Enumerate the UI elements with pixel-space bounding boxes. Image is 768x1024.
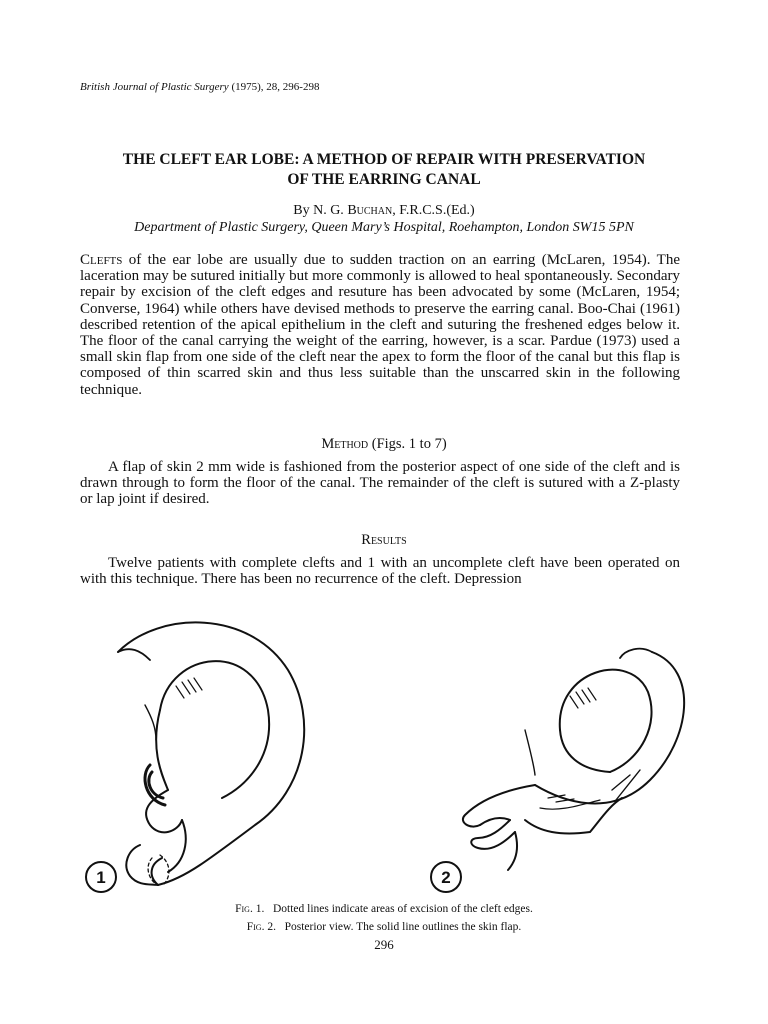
caption-1-text: Dotted lines indicate areas of excision of the cleft edges. <box>272 903 533 915</box>
author-degrees: , F.R.C.S.(Ed.) <box>392 203 475 218</box>
method-heading-text: Method <box>321 436 369 452</box>
author-surname: Buchan <box>347 203 393 218</box>
page-number: 296 <box>374 937 394 952</box>
figure-2-caption <box>0 921 768 933</box>
caption-1-label: Fig. 1. <box>235 903 265 915</box>
caption-2-text: Posterior view. The solid line outlines the skin flap. <box>284 921 522 933</box>
figure-1-caption <box>0 903 768 915</box>
title-line-1: THE CLEFT EAR LOBE: A METHOD OF REPAIR WITH PRESERVATION <box>122 151 646 168</box>
title-line-2: OF THE EARRING CANAL <box>287 171 481 188</box>
author-line <box>0 203 768 219</box>
method-heading <box>0 436 768 453</box>
caption-2-label: Fig. 2. <box>246 921 276 933</box>
figure-illustrations <box>0 600 768 900</box>
journal-citation <box>80 81 319 93</box>
method-figs: (Figs. 1 to 7) <box>368 436 447 452</box>
intro-lead: Clefts <box>80 252 123 268</box>
results-paragraph: Twelve patients with complete clefts and 1 with an uncomplete cleft have been operated on with this technique. There has been no recurrence of the cleft. Depression <box>80 555 680 588</box>
intro-text: of the ear lobe are usually due to sudden traction on an earring (McLaren, 1954). The laceration may be sutured initially but more commonly is allowed to heal spontaneously. Secondary repair by excision of the cleft edges and resuture has been advocated by some (McLaren, 1954; Converse, 1964) while others have devised methods to preserve the earring canal. Boo-Chai (1961) described retention of the apical epithelium in the cleft and suturing the freshened edges below it. The floor of the canal carrying the weight of the earring, however, is a scar. Pardue (1973) used a small skin flap from one side of the cleft near the apex to form the floor of the canal but this flap is composed of thin scarred skin and thus less suitable than the unscarred skin in the following technique. <box>80 252 680 398</box>
figure-2-number: 2 <box>441 868 451 887</box>
results-heading <box>0 532 768 549</box>
intro-paragraph <box>80 252 680 398</box>
figure-1-ear-drawing <box>118 622 304 885</box>
journal-name: British Journal of Plastic Surgery <box>80 81 229 93</box>
article-title <box>60 150 708 190</box>
affiliation: Department of Plastic Surgery, Queen Mary’s Hospital, Roehampton, London SW15 5PN <box>134 220 634 235</box>
figure-1-number: 1 <box>96 868 106 887</box>
journal-volume: (1975), 28, 296-298 <box>231 81 320 93</box>
results-heading-text: Results <box>361 532 407 548</box>
author-by: By N. G. <box>293 203 344 218</box>
figure-2-ear-drawing <box>463 649 684 870</box>
method-paragraph: A flap of skin 2 mm wide is fashioned from the posterior aspect of one side of the cleft and is drawn through to form the floor of the canal. The remainder of the cleft is sutured with a Z-plasty or lap joint if desired. <box>80 459 680 508</box>
